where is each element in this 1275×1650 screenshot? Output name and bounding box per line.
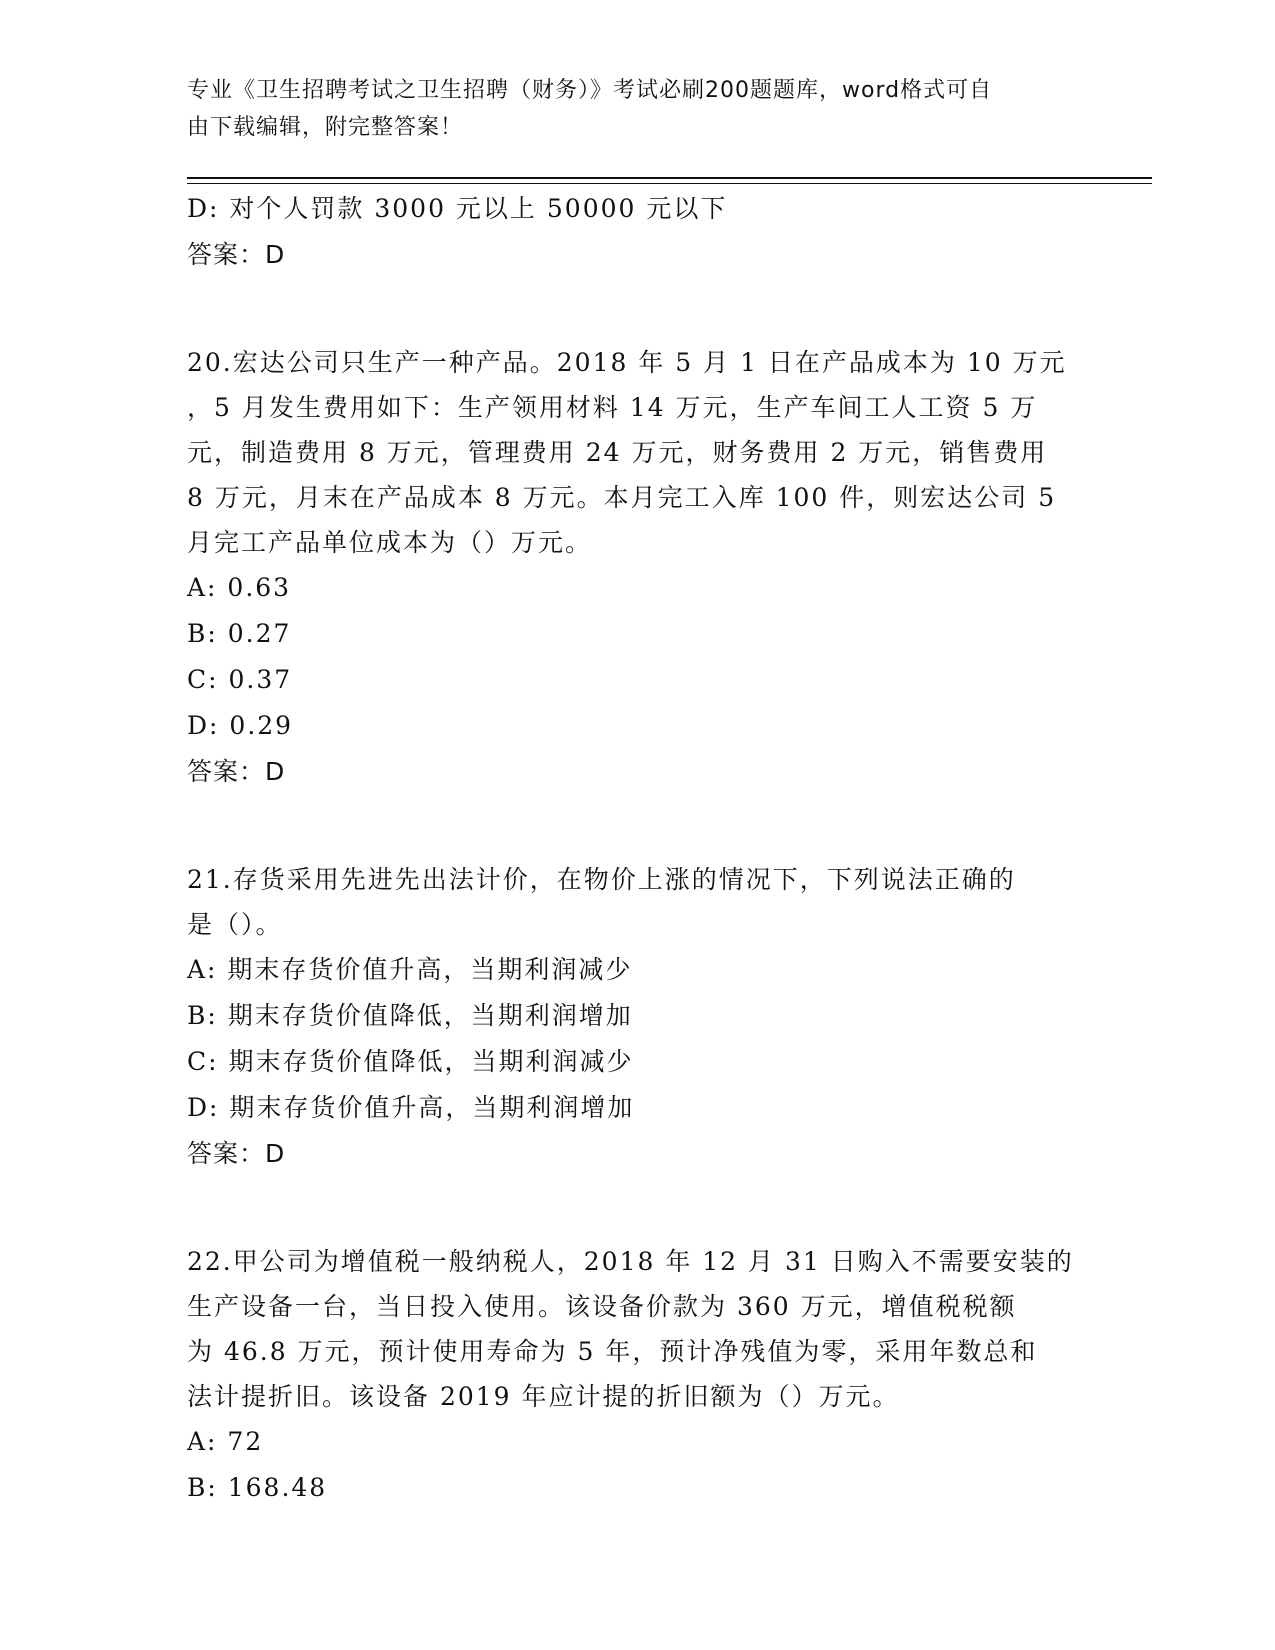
option-b: B: 168.48 (187, 1473, 328, 1502)
option-a: A: 0.63 (187, 573, 292, 602)
option-c: C: 0.37 (187, 665, 293, 694)
option-d: D: 期末存货价值升高，当期利润增加 (187, 1093, 635, 1122)
option-b: B: 期末存货价值降低，当期利润增加 (187, 1001, 633, 1030)
question-21-text (187, 857, 1087, 947)
question-20 (187, 340, 1087, 795)
question-line: 21.存货采用先进先出法计价，在物价上涨的情况下，下列说法正确的 (187, 865, 1016, 894)
answer: 答案：D (187, 757, 286, 786)
question-line: 生产设备一台，当日投入使用。该设备价款为 360 万元，增值税税额 (187, 1292, 1017, 1321)
header-divider-thin (187, 183, 1152, 184)
option-a: A: 期末存货价值升高，当期利润减少 (187, 955, 633, 984)
question-22 (187, 1239, 1087, 1511)
question-line: 是（）。 (187, 910, 283, 939)
question-line: 为 46.8 万元，预计使用寿命为 5 年，预计净残值为零，采用年数总和 (187, 1337, 1038, 1366)
option-d: D: 0.29 (187, 711, 294, 740)
question-line: 月完工产品单位成本为（）万元。 (187, 528, 593, 557)
question-line: 法计提折旧。该设备 2019 年应计提的折旧额为（）万元。 (187, 1382, 900, 1411)
option-c: C: 期末存货价值降低，当期利润减少 (187, 1047, 634, 1076)
header-line-1: 专业《卫生招聘考试之卫生招聘（财务）》考试必刷200题题库，word格式可自 (187, 78, 993, 103)
answer: 答案：D (187, 1139, 286, 1168)
option-a: A: 72 (187, 1427, 264, 1456)
header-line-2: 由下载编辑，附完整答案！ (187, 115, 464, 140)
question-line: 22.甲公司为增值税一般纳税人，2018 年 12 月 31 日购入不需要安装的 (187, 1247, 1074, 1276)
question-line: 20.宏达公司只生产一种产品。2018 年 5 月 1 日在产品成本为 10 万元 (187, 348, 1067, 377)
question-22-text (187, 1239, 1087, 1419)
question-line: 元，制造费用 8 万元，管理费用 24 万元，财务费用 2 万元，销售费用 (187, 438, 1048, 467)
option-b: B: 0.27 (187, 619, 292, 648)
question-line: 8 万元，月末在产品成本 8 万元。本月完工入库 100 件，则宏达公司 5 (187, 483, 1057, 512)
q19-option-d: D: 对个人罚款 3000 元以上 50000 元以下 (187, 194, 728, 223)
q19-answer: 答案：D (187, 240, 286, 269)
document-header (187, 72, 1067, 146)
question-21 (187, 857, 1087, 1177)
question-line: ，5 月发生费用如下：生产领用材料 14 万元，生产车间工人工资 5 万 (187, 393, 1038, 422)
header-divider (187, 177, 1152, 179)
question-content (187, 186, 1087, 1511)
question-20-text (187, 340, 1087, 565)
